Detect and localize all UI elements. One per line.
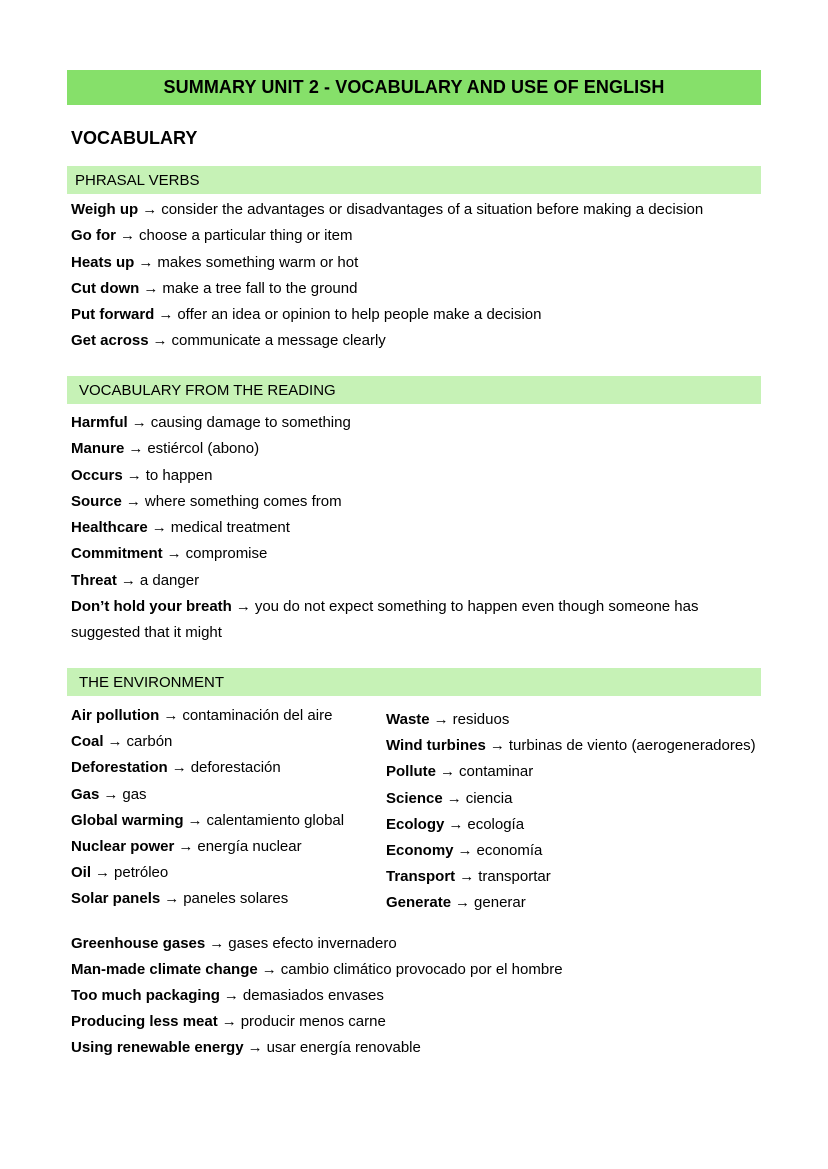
vocabulary-heading: VOCABULARY [71, 128, 198, 148]
list-item [71, 729, 344, 755]
arrow-icon: → [433, 711, 449, 728]
arrow-icon: → [163, 707, 179, 724]
term: Generate [386, 894, 452, 912]
definition: ecología [467, 815, 525, 833]
term: Air pollution [71, 707, 160, 724]
environment-list-left [71, 703, 344, 913]
arrow-icon: → [120, 227, 135, 245]
list-item [71, 410, 731, 436]
term: Healthcare [71, 519, 148, 537]
definition: ciencia [465, 789, 513, 807]
definition: offer an idea or opinion to help people make a decision [177, 306, 542, 324]
arrow-icon: → [103, 785, 119, 803]
list-item [386, 707, 756, 733]
arrow-icon: → [221, 1012, 237, 1030]
definition: producir menos carne [240, 1012, 386, 1030]
definition: economía [476, 841, 543, 859]
term: Commitment [71, 545, 163, 563]
arrow-icon: → [223, 986, 239, 1004]
list-item [71, 463, 731, 489]
term: Science [386, 789, 443, 807]
list-item [71, 197, 703, 223]
arrow-icon: → [171, 759, 187, 777]
list-item [71, 1035, 563, 1061]
list-item [71, 594, 731, 647]
term: Cut down [71, 279, 140, 297]
definition: cambio climático provocado por el hombre [280, 960, 563, 978]
term: Get across [71, 332, 149, 350]
arrow-icon: → [131, 414, 147, 431]
list-item [71, 957, 563, 983]
environment-list-right [386, 707, 756, 917]
list-item [71, 886, 344, 912]
term: Economy [386, 841, 454, 859]
definition: turbinas de viento (aerogeneradores) [508, 737, 756, 755]
arrow-icon: → [125, 492, 141, 510]
definition: a danger [139, 571, 200, 589]
term: Using renewable energy [71, 1038, 244, 1056]
list-item [71, 860, 344, 886]
list-item [71, 931, 563, 957]
term: Ecology [386, 815, 445, 833]
arrow-icon: → [455, 894, 471, 912]
term: Producing less meat [71, 1012, 218, 1030]
definition: where something comes from [144, 492, 342, 510]
list-item [386, 890, 756, 916]
term: Source [71, 492, 122, 510]
term: Weigh up [71, 201, 139, 218]
definition: energía nuclear [197, 837, 302, 855]
definition: paneles solares [183, 890, 289, 908]
term: Man-made climate change [71, 960, 258, 978]
arrow-icon: → [120, 571, 136, 589]
definition: transportar [478, 868, 551, 886]
definition: usar energía renovable [266, 1038, 421, 1056]
definition: you do not expect something to happen even though someone has suggested that it might [71, 598, 699, 642]
list-item [386, 838, 756, 864]
list-item [71, 276, 703, 302]
definition: carbón [126, 733, 173, 751]
arrow-icon: → [128, 440, 144, 458]
arrow-icon: → [489, 737, 505, 755]
arrow-icon: → [178, 837, 194, 855]
reading-section-title: VOCABULARY FROM THE READING [79, 381, 336, 399]
definition: deforestación [190, 759, 281, 777]
list-item [386, 786, 756, 812]
term: Transport [386, 868, 456, 886]
term: Threat [71, 571, 117, 589]
term: Waste [386, 711, 430, 728]
definition: generar [474, 894, 526, 912]
definition: compromise [185, 545, 268, 563]
arrow-icon: → [158, 306, 174, 324]
definition: petróleo [114, 864, 169, 882]
arrow-icon: → [235, 598, 251, 616]
term: Pollute [386, 763, 437, 781]
term: Gas [71, 785, 100, 803]
list-item [71, 328, 703, 354]
term: Greenhouse gases [71, 935, 206, 952]
definition: gas [122, 785, 147, 803]
term: Heats up [71, 253, 135, 271]
list-item [386, 812, 756, 838]
definition: gases efecto invernadero [228, 935, 397, 952]
arrow-icon: → [166, 545, 182, 563]
reading-section-header [67, 376, 761, 404]
arrow-icon: → [142, 201, 158, 218]
list-item [71, 302, 703, 328]
definition: demasiados envases [242, 986, 384, 1004]
term: Put forward [71, 306, 155, 324]
list-item [71, 808, 344, 834]
arrow-icon: → [459, 868, 475, 886]
definition: consider the advantages or disadvantages of a situation before making a decision [161, 201, 704, 218]
list-item [71, 515, 731, 541]
definition: choose a particular thing or item [139, 227, 353, 245]
term: Don’t hold your breath [71, 598, 232, 616]
arrow-icon: → [457, 841, 473, 859]
list-item [386, 733, 756, 759]
term: Harmful [71, 414, 128, 431]
list-item [71, 223, 703, 249]
list-item [71, 436, 731, 462]
list-item [71, 782, 344, 808]
environment-section-header [67, 668, 761, 696]
list-item [71, 834, 344, 860]
list-item [386, 864, 756, 890]
definition: to happen [145, 466, 213, 484]
definition: residuos [452, 711, 510, 728]
term: Too much packaging [71, 986, 220, 1004]
term: Nuclear power [71, 837, 175, 855]
definition: make a tree fall to the ground [162, 279, 358, 297]
list-item [71, 983, 563, 1009]
arrow-icon: → [261, 960, 277, 978]
arrow-icon: → [209, 935, 225, 952]
list-item [71, 250, 703, 276]
phrasal-verbs-section-title: PHRASAL VERBS [75, 171, 200, 189]
term: Solar panels [71, 890, 161, 908]
document-title-bar [67, 70, 761, 105]
arrow-icon: → [126, 466, 142, 484]
reading-vocabulary-list [71, 410, 731, 647]
term: Global warming [71, 811, 184, 829]
arrow-icon: → [107, 733, 123, 751]
list-item [71, 755, 344, 781]
definition: calentamiento global [206, 811, 345, 829]
term: Go for [71, 227, 116, 245]
phrasal-verbs-section-header [67, 166, 761, 194]
arrow-icon: → [440, 763, 456, 781]
definition: makes something warm or hot [157, 253, 359, 271]
arrow-icon: → [152, 332, 168, 350]
arrow-icon: → [247, 1038, 263, 1056]
term: Manure [71, 440, 125, 458]
definition: medical treatment [170, 519, 290, 537]
arrow-icon: → [143, 279, 159, 297]
arrow-icon: → [448, 815, 464, 833]
definition: communicate a message clearly [171, 332, 386, 350]
term: Occurs [71, 466, 123, 484]
arrow-icon: → [151, 519, 167, 537]
definition: contaminar [459, 763, 534, 781]
arrow-icon: → [446, 789, 462, 807]
list-item [71, 703, 344, 729]
list-item [71, 489, 731, 515]
phrasal-verbs-list [71, 197, 703, 355]
list-item [71, 568, 731, 594]
environment-list-extra [71, 931, 563, 1060]
definition: estiércol (abono) [147, 440, 260, 458]
document-title: SUMMARY UNIT 2 - VOCABULARY AND USE OF ENGLISH [163, 77, 665, 97]
arrow-icon: → [187, 811, 203, 829]
term: Wind turbines [386, 737, 486, 755]
list-item [386, 759, 756, 785]
term: Deforestation [71, 759, 168, 777]
list-item [71, 541, 731, 567]
list-item [71, 1009, 563, 1035]
arrow-icon: → [138, 253, 154, 271]
term: Coal [71, 733, 104, 751]
arrow-icon: → [164, 890, 180, 908]
environment-section-title: THE ENVIRONMENT [79, 673, 225, 691]
term: Oil [71, 864, 92, 882]
arrow-icon: → [95, 864, 111, 882]
definition: contaminación del aire [182, 707, 333, 724]
definition: causing damage to something [150, 414, 351, 431]
